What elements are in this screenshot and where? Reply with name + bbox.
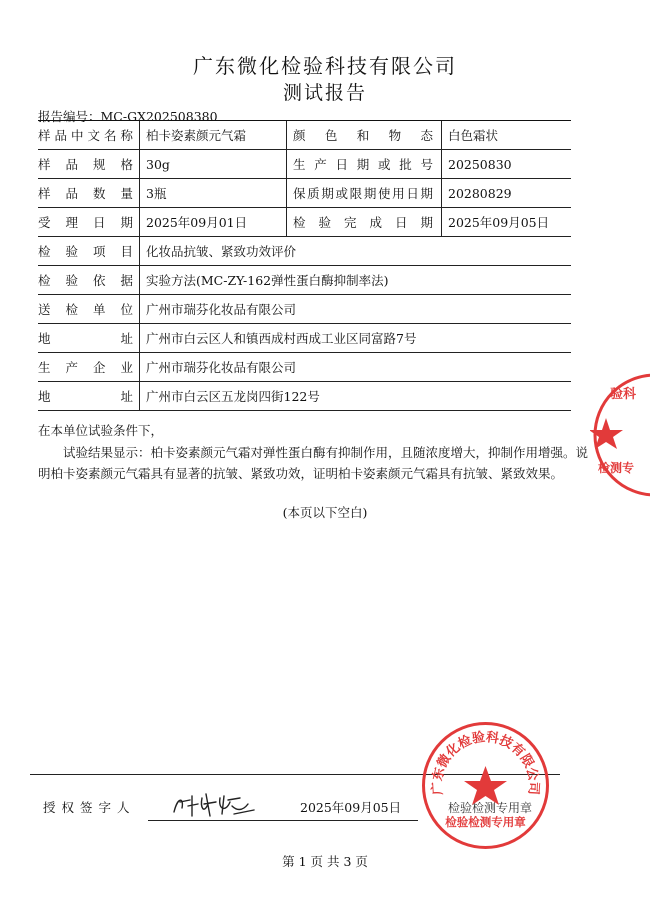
document-title: 测试报告 [282, 82, 367, 104]
company-seal-stamp [418, 718, 553, 853]
sign-date: 2025年09月05日 [300, 800, 402, 815]
page-number: 第 1 页 共 3 页 [282, 854, 368, 869]
field-value: 2025年09月01日 [140, 208, 287, 237]
edge-seal-stamp [590, 370, 650, 500]
field-value: 广州市瑞芬化妆品有限公司 [140, 295, 572, 324]
field-value: 20250830 [442, 150, 572, 179]
field-label: 地址 [38, 382, 140, 411]
table-row [38, 150, 571, 179]
star-icon [464, 766, 507, 805]
table-row [38, 382, 571, 411]
field-value: 柏卡姿素颜元气霜 [140, 121, 287, 150]
handwritten-signature [170, 790, 260, 820]
field-label: 生产日期或批号 [287, 150, 442, 179]
field-value: 30g [140, 150, 287, 179]
field-label: 检验项目 [38, 237, 140, 266]
table-row [38, 353, 571, 382]
field-label: 样品中文名称 [38, 121, 140, 150]
blank-page-note: (本页以下空白) [282, 505, 368, 520]
seal-bottom-text: 检验检测专用章 [445, 815, 526, 829]
field-label: 检验依据 [38, 266, 140, 295]
table-row [38, 266, 571, 295]
sample-info-table [38, 121, 571, 411]
field-value: 广州市白云区人和镇西成村西成工业区同富路7号 [140, 324, 572, 353]
field-label: 检验完成日期 [287, 208, 442, 237]
edge-seal-bottom-text: 检测专 [598, 461, 635, 475]
field-value: 广州市白云区五龙岗四街122号 [140, 382, 572, 411]
table-row [38, 237, 571, 266]
report-number: 报告编号：MC-GX202508380 [38, 109, 218, 124]
field-label: 颜色和物态 [287, 121, 442, 150]
conditions-intro: 在本单位试验条件下， [38, 423, 164, 438]
field-label: 地址 [38, 324, 140, 353]
field-label: 送检单位 [38, 295, 140, 324]
table-row [38, 324, 571, 353]
field-label: 保质期或限期使用日期 [287, 179, 442, 208]
field-value: 实验方法(MC-ZY-162弹性蛋白酶抑制率法) [140, 266, 572, 295]
seal-note: 检验检测专用章 [448, 801, 533, 815]
table-row [38, 179, 571, 208]
field-label: 样品规格 [38, 150, 140, 179]
field-label: 样品数量 [38, 179, 140, 208]
field-label: 生产企业 [38, 353, 140, 382]
field-value: 20280829 [442, 179, 572, 208]
edge-seal-top-text: 验科 [610, 387, 637, 402]
table-row [38, 208, 571, 237]
result-paragraph: 试验结果显示：柏卡姿素颜元气霜对弹性蛋白酶有抑制作用，且随浓度增大，抑制作用增强。说明柏卡姿素颜元气霜具有显著的抗皱、紧致功效，证明柏卡姿素颜元气霜具有抗皱、紧致效果。 [38, 445, 589, 481]
field-value: 2025年09月05日 [442, 208, 572, 237]
company-title: 广东微化检验科技有限公司 [193, 54, 457, 78]
field-value: 化妆品抗皱、紧致功效评价 [140, 237, 572, 266]
field-label: 受理日期 [38, 208, 140, 237]
table-row [38, 121, 571, 150]
field-value: 3瓶 [140, 179, 287, 208]
signatory-label: 授权签字人 [43, 800, 136, 815]
field-value: 白色霜状 [442, 121, 572, 150]
table-row [38, 295, 571, 324]
seal-arc-text: 广东微化检验科技有限公司 [430, 730, 541, 796]
field-value: 广州市瑞芬化妆品有限公司 [140, 353, 572, 382]
signature-line [148, 820, 418, 821]
